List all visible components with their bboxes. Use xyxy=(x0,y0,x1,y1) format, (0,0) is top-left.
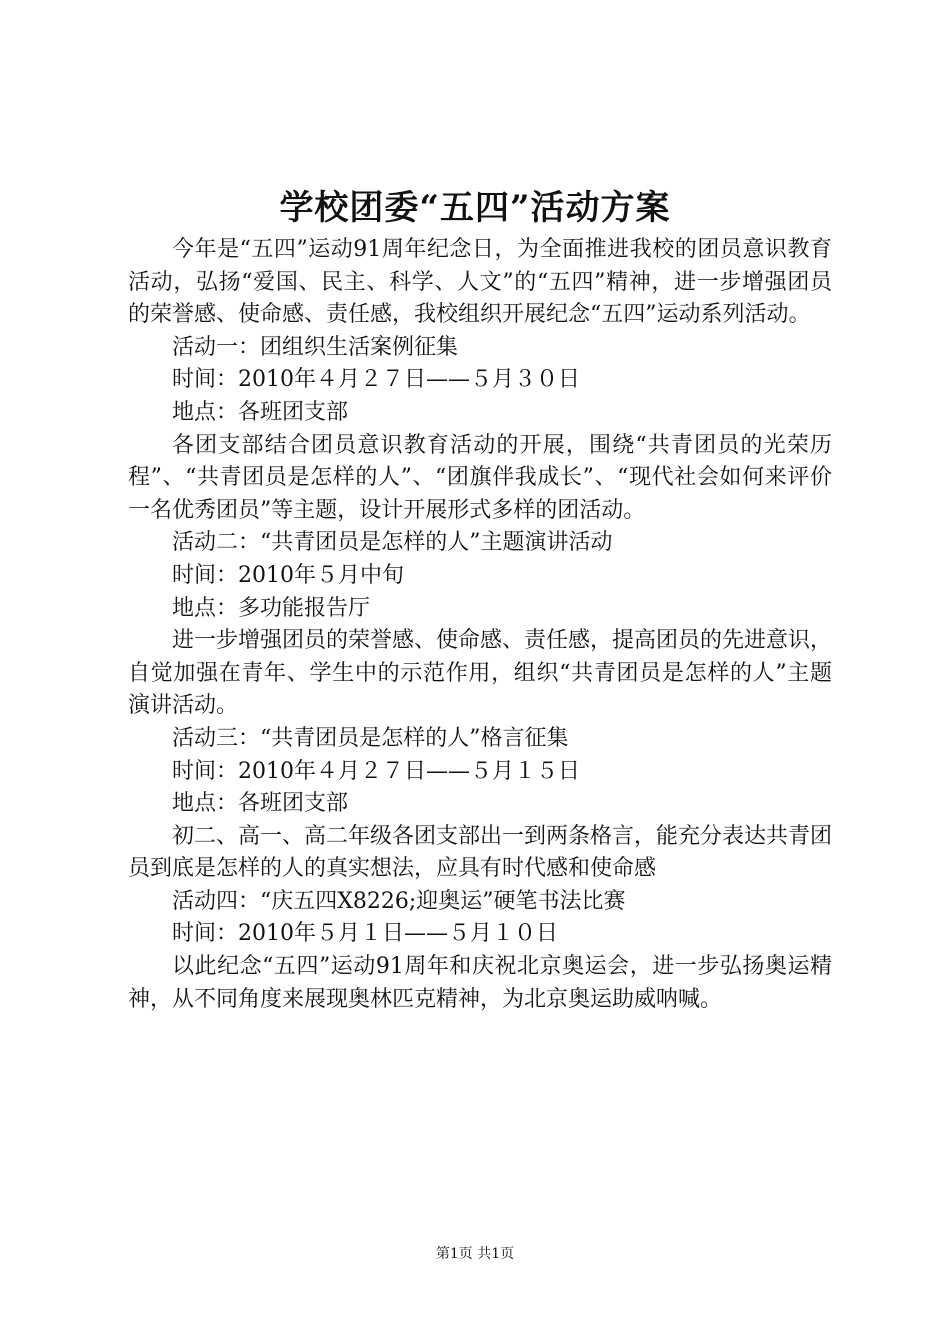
document-title: 学校团委“五四”活动方案 xyxy=(279,188,671,228)
activity-3-time: 时间：2010年４月２７日——５月１５日 xyxy=(172,758,580,784)
activity-1-description: 各团支部结合团员意识教育活动的开展，围绕“共青团员的光荣历程”、“共青团员是怎样的人”、“团旗伴我成长”、“现代社会如何来评价一名优秀团员”等主题，设计开展形式多样的团活动。 xyxy=(128,432,832,523)
activity-2-heading: 活动二：“共青团员是怎样的人”主题演讲活动 xyxy=(172,530,613,556)
activity-2-location: 地点：多功能报告厅 xyxy=(172,595,371,621)
activity-3-heading: 活动三：“共青团员是怎样的人”格言征集 xyxy=(172,725,569,751)
activity-3-location: 地点：各班团支部 xyxy=(172,791,349,817)
activity-2-description: 进一步增强团员的荣誉感、使命感、责任感，提高团员的先进意识，自觉加强在青年、学生中的示范作用，组织“共青团员是怎样的人”主题演讲活动。 xyxy=(128,628,833,719)
page-total: 共1页 xyxy=(477,1246,515,1262)
activity-1-location: 地点：各班团支部 xyxy=(172,399,349,425)
activity-4-description: 以此纪念“五四”运动91周年和庆祝北京奥运会，进一步弘扬奥运精神，从不同角度来展现奥林匹克精神，为北京奥运助威呐喊。 xyxy=(128,954,832,1012)
intro-paragraph: 今年是“五四”运动91周年纪念日，为全面推进我校的团员意识教育活动，弘扬“爱国、民主、科学、人文”的“五四”精神，进一步增强团员的荣誉感、使命感、责任感，我校组织开展纪念“五四”运动系列活动。 xyxy=(128,237,832,328)
activity-4-heading: 活动四：“庆五四X8226;迎奥运”硬笔书法比赛 xyxy=(172,888,626,914)
activity-3-description: 初二、高一、高二年级各团支部出一到两条格言，能充分表达共青团员到底是怎样的人的真实想法，应具有时代感和使命感 xyxy=(128,823,833,882)
page-number: 第1页 xyxy=(435,1246,473,1262)
page-footer xyxy=(0,1244,950,1264)
activity-1-time: 时间：2010年４月２７日——５月３０日 xyxy=(172,367,580,393)
activity-1-heading: 活动一：团组织生活案例征集 xyxy=(172,334,459,360)
activity-2-time: 时间：2010年５月中旬 xyxy=(172,562,404,588)
activity-4-time: 时间：2010年５月１日——５月１０日 xyxy=(172,921,558,947)
document-body xyxy=(128,234,832,1016)
